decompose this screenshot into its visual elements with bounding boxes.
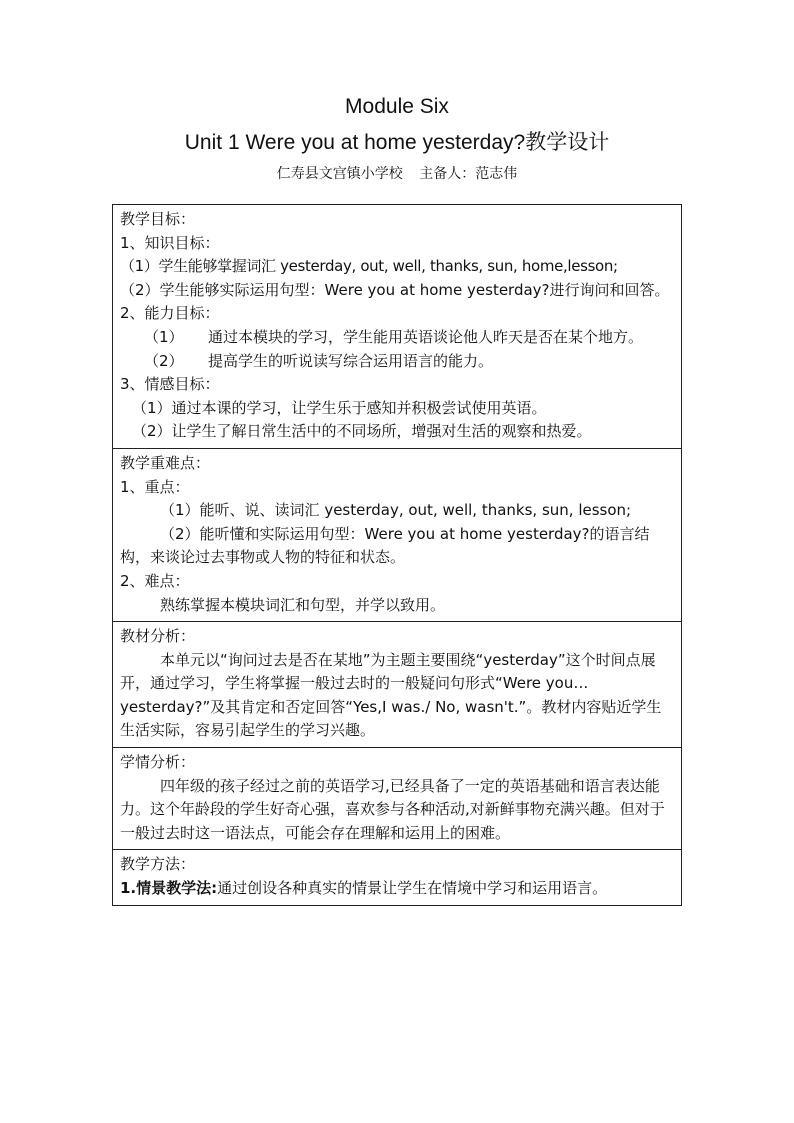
- students-text: 四年级的孩子经过之前的英语学习,已经具备了一定的英语基础和语言表达能力。这个年龄段的学生好奇心强，喜欢参与各种活动,对新鲜事物充满兴趣。但对于一般过去时这一语法点，可能会存在理解和运用上的困难。: [120, 776, 665, 842]
- author-info: [419, 166, 517, 182]
- ability-item-1-number: （1）: [144, 327, 184, 346]
- ability-item-2-text: 提高学生的听说读写综合运用语言的能力。: [208, 351, 494, 370]
- key-item-2: （2）能听懂和实际运用句型：Were you at home yesterday?的语言结构，来谈论过去事物或人物的特征和状态。: [120, 524, 650, 567]
- methods-item-1-text: 通过创设各种真实的情景让学生在情境中学习和运用语言。: [217, 879, 608, 898]
- author-label: 主备人：: [419, 166, 476, 182]
- emotion-item-1: （1）通过本课的学习，让学生乐于感知并积极尝试使用英语。: [132, 398, 547, 417]
- knowledge-heading: 1、知识目标：: [120, 233, 220, 252]
- knowledge-item-1: （1）学生能够掌握词汇 yesterday, out, well, thanks, sun, home,lesson;: [120, 257, 618, 276]
- ability-item-2: [120, 350, 673, 374]
- knowledge-item-2: （2）学生能够实际运用句型：Were you at home yesterday?进行询问和回答。: [120, 280, 670, 299]
- methods-heading: 教学方法：: [120, 855, 196, 874]
- ability-heading: 2、能力目标：: [120, 304, 220, 323]
- objectives-cell: [113, 205, 682, 449]
- key-points-heading: 教学重难点：: [120, 453, 211, 472]
- lesson-plan-table: [112, 204, 682, 906]
- difficult-text: 熟练掌握本模块词汇和句型，并学以致用。: [160, 595, 446, 614]
- school-name: 仁寿县文宫镇小学校: [276, 166, 403, 182]
- school-author-line: [0, 164, 794, 184]
- material-heading: 教材分析：: [120, 627, 196, 646]
- methods-row: [113, 850, 682, 905]
- methods-item-1-label: 1.情景教学法:: [120, 879, 218, 898]
- students-heading: 学情分析：: [120, 753, 196, 772]
- methods-item-1: [120, 877, 673, 901]
- ability-item-1: [120, 326, 673, 350]
- key-points-row: [113, 448, 682, 621]
- emotion-item-2: （2）让学生了解日常生活中的不同场所，增强对生活的观察和热爱。: [132, 422, 592, 441]
- document-header: [0, 92, 794, 184]
- students-row: [113, 748, 682, 850]
- material-row: [113, 622, 682, 748]
- key-heading: 1、重点：: [120, 477, 190, 496]
- ability-item-1-text: 通过本模块的学习，学生能用英语谈论他人昨天是否在某个地方。: [208, 327, 644, 346]
- objectives-heading: 教学目标：: [120, 210, 196, 228]
- difficult-heading: 2、难点：: [120, 571, 190, 590]
- key-points-cell: [113, 448, 682, 621]
- emotion-heading: 3、情感目标：: [120, 375, 220, 394]
- module-title: Module Six: [345, 95, 449, 118]
- key-item-1: （1）能听、说、读词汇 yesterday, out, well, thanks, sun, lesson;: [160, 501, 632, 520]
- material-text: 本单元以“询问过去是否在某地”为主题主要围绕“yesterday”这个时间点展开，通过学习，学生将掌握一般过去时的一般疑问句形式“Were you…yesterday?”及其肯定和否定回答“Yes,I was./ No, wasn't.”。教材内容贴近学生生活实际，容易引起学生的学习兴趣。: [120, 650, 662, 740]
- methods-cell: [113, 850, 682, 905]
- objectives-row: [113, 205, 682, 449]
- students-cell: [113, 748, 682, 850]
- author-name: 范志伟: [475, 166, 518, 182]
- ability-item-2-number: （2）: [144, 351, 184, 370]
- material-cell: [113, 622, 682, 748]
- unit-title: Unit 1 Were you at home yesterday?教学设计: [184, 131, 610, 154]
